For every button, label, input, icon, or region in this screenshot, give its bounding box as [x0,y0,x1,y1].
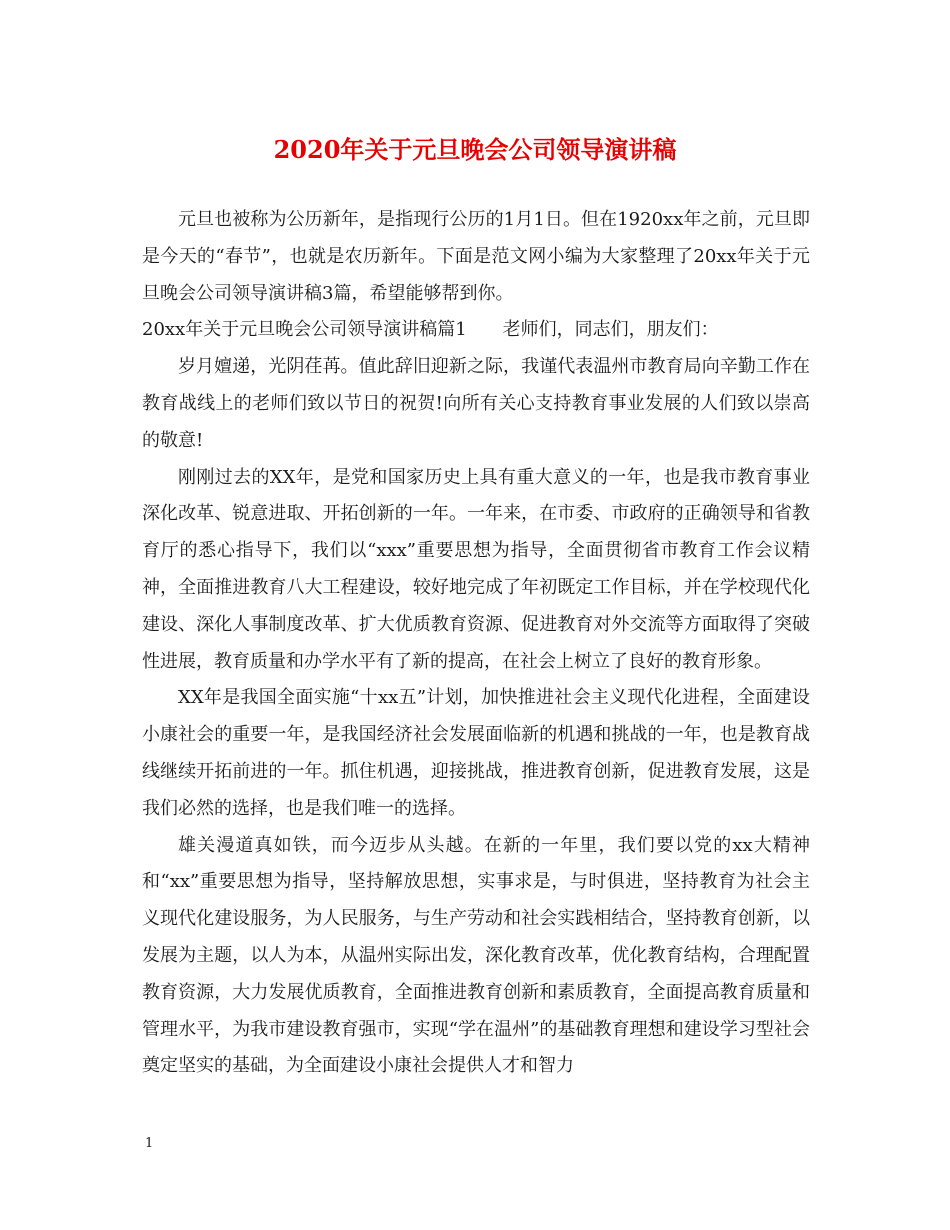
body-paragraph: 岁月嬗递，光阴荏苒。值此辞旧迎新之际，我谨代表温州市教育局向辛勤工作在教育战线上的老师们致以节日的祝贺!向所有关心支持教育事业发展的人们致以崇高的敬意! [142,356,810,451]
speech-heading-line: 20xx年关于元旦晚会公司领导演讲稿篇1 老师们，同志们，朋友们： [142,319,719,341]
intro-paragraph: 元旦也被称为公历新年，是指现行公历的1月1日。但在1920xx年之前，元旦即是今天的“春节”，也就是农历新年。下面是范文网小编为大家整理了20xx年关于元旦晚会公司领导演讲稿3篇，希望能够帮到你。 [142,209,810,304]
body-paragraph: 雄关漫道真如铁，而今迈步从头越。在新的一年里，我们要以党的xx大精神和“xx”重要思想为指导，坚持解放思想，实事求是，与时俱进，坚持教育为社会主义现代化建设服务，为人民服务，与生产劳动和社会实践相结合，坚持教育创新，以发展为主题，以人为本，从温州实际出发，深化教育改革，优化教育结构，合理配置教育资源，大力发展优质教育，全面推进教育创新和素质教育，全面提高教育质量和管理水平，为我市建设教育强市，实现“学在温州”的基础教育理想和建设学习型社会奠定坚实的基础，为全面建设小康社会提供人才和智力 [142,834,810,1077]
body-paragraph: 刚刚过去的XX年，是党和国家历史上具有重大意义的一年，也是我市教育事业深化改革、锐意进取、开拓创新的一年。一年来，在市委、市政府的正确领导和省教育厅的悉心指导下，我们以“xxx”重要思想为指导，全面贯彻省市教育工作会议精神，全面推进教育八大工程建设，较好地完成了年初既定工作目标，并在学校现代化建设、深化人事制度改革、扩大优质教育资源、促进教育对外交流等方面取得了突破性进展，教育质量和办学水平有了新的提高，在社会上树立了良好的教育形象。 [142,466,810,672]
page-number: 1 [145,1136,154,1151]
document-body [142,202,810,1085]
document-title: 2020年关于元旦晚会公司领导演讲稿 [273,135,677,164]
body-paragraph: XX年是我国全面实施“十xx五”计划，加快推进社会主义现代化进程，全面建设小康社会的重要一年，是我国经济社会发展面临新的机遇和挑战的一年，也是教育战线继续开拓前进的一年。抓住机遇，迎接挑战，推进教育创新，促进教育发展，这是我们必然的选择，也是我们唯一的选择。 [142,687,810,819]
